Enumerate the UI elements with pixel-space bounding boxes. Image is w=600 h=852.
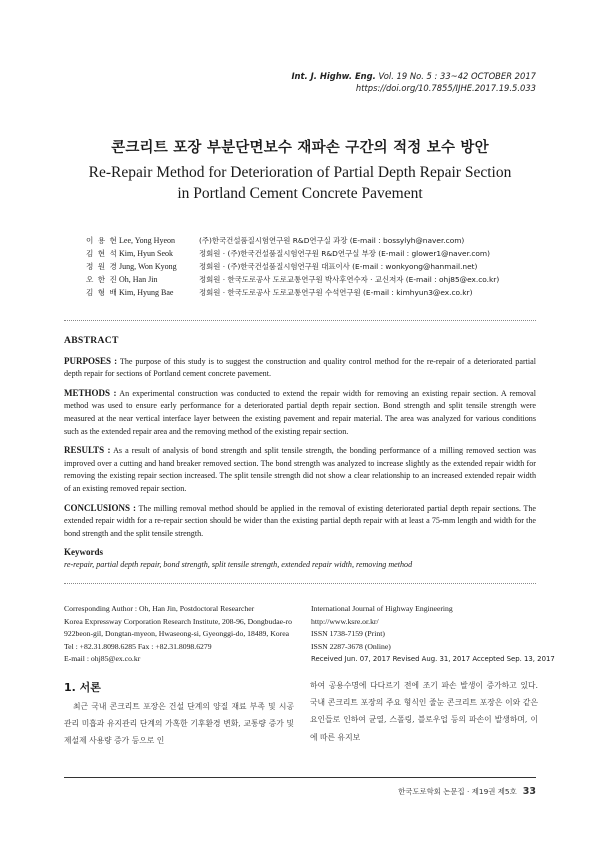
corr-email[interactable]: E-mail : ohj85@ex.co.kr <box>64 654 141 663</box>
page-footer <box>398 786 536 797</box>
title-english <box>0 162 600 204</box>
author-row <box>86 273 499 286</box>
author-affiliation: 정회원 · (주)한국건설품질시험연구원 R&D연구실 부장 (E-mail : glower1@naver.com) <box>199 249 490 259</box>
purposes-text: The purpose of this study is to suggest the construction and quality control method for the re-repair of a deteriorated partial depth repair for sections of Portland cement concrete pavement. <box>64 356 536 379</box>
doi-link[interactable]: https://doi.org/10.7855/IJHE.2017.19.5.033 <box>355 83 536 93</box>
section-title-intro: 1. 서론 <box>64 681 101 694</box>
author-name-ko: 김 형 배 <box>86 288 118 298</box>
abstract-methods <box>64 387 536 438</box>
received-dates: Received Jun. 07, 2017 Revised Aug. 31, 2017 Accepted Sep. 13, 2017 <box>311 655 555 663</box>
journal-url[interactable]: http://www.ksre.or.kr/ <box>311 616 379 626</box>
author-row <box>86 247 499 260</box>
results-label: RESULTS : <box>64 445 111 456</box>
issn-print: ISSN 1738-7159 (Print) <box>311 629 385 638</box>
keywords-text: re-repair, partial depth repair, bond strength, split tensile strength, extended repair width, removing method <box>64 559 413 569</box>
journal-name: International Journal of Highway Engineering <box>311 604 453 613</box>
abstract-heading: ABSTRACT <box>64 335 119 346</box>
corresponding-author: Corresponding Author : Oh, Han Jin, Postdoctoral Researcher <box>64 604 255 613</box>
correspondence-info <box>64 603 314 666</box>
author-name-en: Kim, Hyung Bae <box>119 288 174 298</box>
methods-label: METHODS : <box>64 387 117 398</box>
author-name-ko: 정 원 경 <box>86 262 118 272</box>
title-english-line1: Re-Repair Method for Deterioration of Partial Depth Repair Section <box>88 164 512 181</box>
abstract-conclusions <box>64 502 536 541</box>
issn-online: ISSN 2287-3678 (Online) <box>311 641 391 651</box>
footer-journal: 한국도로학회 논문집 · 제19권 제5호 <box>398 787 517 796</box>
divider-dotted-top <box>64 320 536 321</box>
keywords-heading: Keywords <box>64 547 103 558</box>
author-affiliation: 정회원 · (주)한국건설품질시험연구원 대표이사 (E-mail : wonkyong@hanmail.net) <box>199 262 478 272</box>
author-name-ko: 오 한 진 <box>86 275 118 285</box>
author-list <box>86 234 499 299</box>
page-number: 33 <box>522 786 536 797</box>
purposes-label: PURPOSES : <box>64 355 118 366</box>
intro-text-right: 하여 공용수명에 다다르기 전에 조기 파손 발생이 증가하고 있다. 국내 콘크리트 포장의 주요 형식인 줄눈 콘크리트 포장은 이와 같은 요인들로 인하여 균열, 스폴링, 블로우업 등의 파손이 발생하며, 이에 따른 유지보 <box>310 681 538 742</box>
conclusions-text: The milling removal method should be applied in the removal of existing deteriorated partial depth repair sections. The extended repair width for a re-repair section should be wider than the existing partial depth repair with at least a 75-mm length and width for the bond strength and the split tensile strength. <box>64 503 536 538</box>
divider-dotted-bottom <box>64 583 536 584</box>
intro-text-left: 최근 국내 콘크리트 포장은 건설 단계의 양질 재료 부족 및 시공 관리 미흡과 유지관리 단계의 가혹한 기후환경 변화, 교통량 증가 및 제설제 사용량 증가 등으로 인 <box>64 702 294 746</box>
title-korean: 콘크리트 포장 부분단면보수 재파손 구간의 적정 보수 방안 <box>111 140 489 156</box>
author-name-ko: 김 현 석 <box>86 249 118 259</box>
author-affiliation: 정회원 · 한국도로공사 도로교통연구원 수석연구원 (E-mail : kimhyun3@ex.co.kr) <box>199 288 473 298</box>
footer-rule <box>64 777 536 778</box>
author-name-en: Jung, Won Kyong <box>119 262 177 272</box>
author-name-ko: 이 용 현 <box>86 236 118 245</box>
author-affiliation: (주)한국건설품질시험연구원 R&D연구실 과장 (E-mail : bossylyh@naver.com) <box>199 236 465 245</box>
journal-header <box>291 70 536 94</box>
author-row <box>86 234 499 247</box>
journal-abbrev: Int. J. Highw. Eng. <box>291 71 376 81</box>
author-name-en: Lee, Yong Hyeon <box>119 236 175 245</box>
journal-info <box>311 603 555 666</box>
corr-phone: Tel : +82.31.8098.6285 Fax : +82.31.8098.6279 <box>64 641 212 651</box>
author-row <box>86 260 499 273</box>
corr-address-1: Korea Expressway Corporation Research Institute, 208-96, Dongbudae-ro <box>64 616 292 626</box>
abstract-results <box>64 444 536 495</box>
corr-address-2: 922beon-gil, Dongtan-myeon, Hwaseong-si, Gyeonggi-do, 18489, Korea <box>64 629 290 638</box>
conclusions-label: CONCLUSIONS : <box>64 502 136 513</box>
author-name-en: Kim, Hyun Seok <box>119 249 173 259</box>
author-affiliation: 정회원 · 한국도로공사 도로교통연구원 박사후연수자 · 교신저자 (E-mail : ohj85@ex.co.kr) <box>199 275 500 285</box>
results-text: As a result of analysis of bond strength and split tensile strength, the bonding performance of a milling removed section was improved over a cutting and hand breaker removed section. The bond strength was analyzed to increase slightly as the extended repair width for removing the existing repair section increased. The split tensile strength did not show a clear relationship to an increased extended repair width of an existing removed repair section. <box>64 446 537 493</box>
title-english-line2: in Portland Cement Concrete Pavement <box>177 185 423 202</box>
abstract-purposes <box>64 355 536 381</box>
author-name-en: Oh, Han Jin <box>119 275 158 285</box>
methods-text: An experimental construction was conducted to extend the repair width for removing an existing repair section. A removal method was used to ensure early performance for a deteriorated partial depth repair section. Bond strength and split tensile strength were measured at the near vertical interface layer between the existing pavement and repair material. The area was analyzed for various conditions such as the extended repair area and the removing method of the existing repair section. <box>64 388 536 436</box>
journal-volume: Vol. 19 No. 5 : 33~42 OCTOBER 2017 <box>378 71 536 81</box>
abstract-section <box>64 335 536 572</box>
author-row <box>86 286 499 299</box>
